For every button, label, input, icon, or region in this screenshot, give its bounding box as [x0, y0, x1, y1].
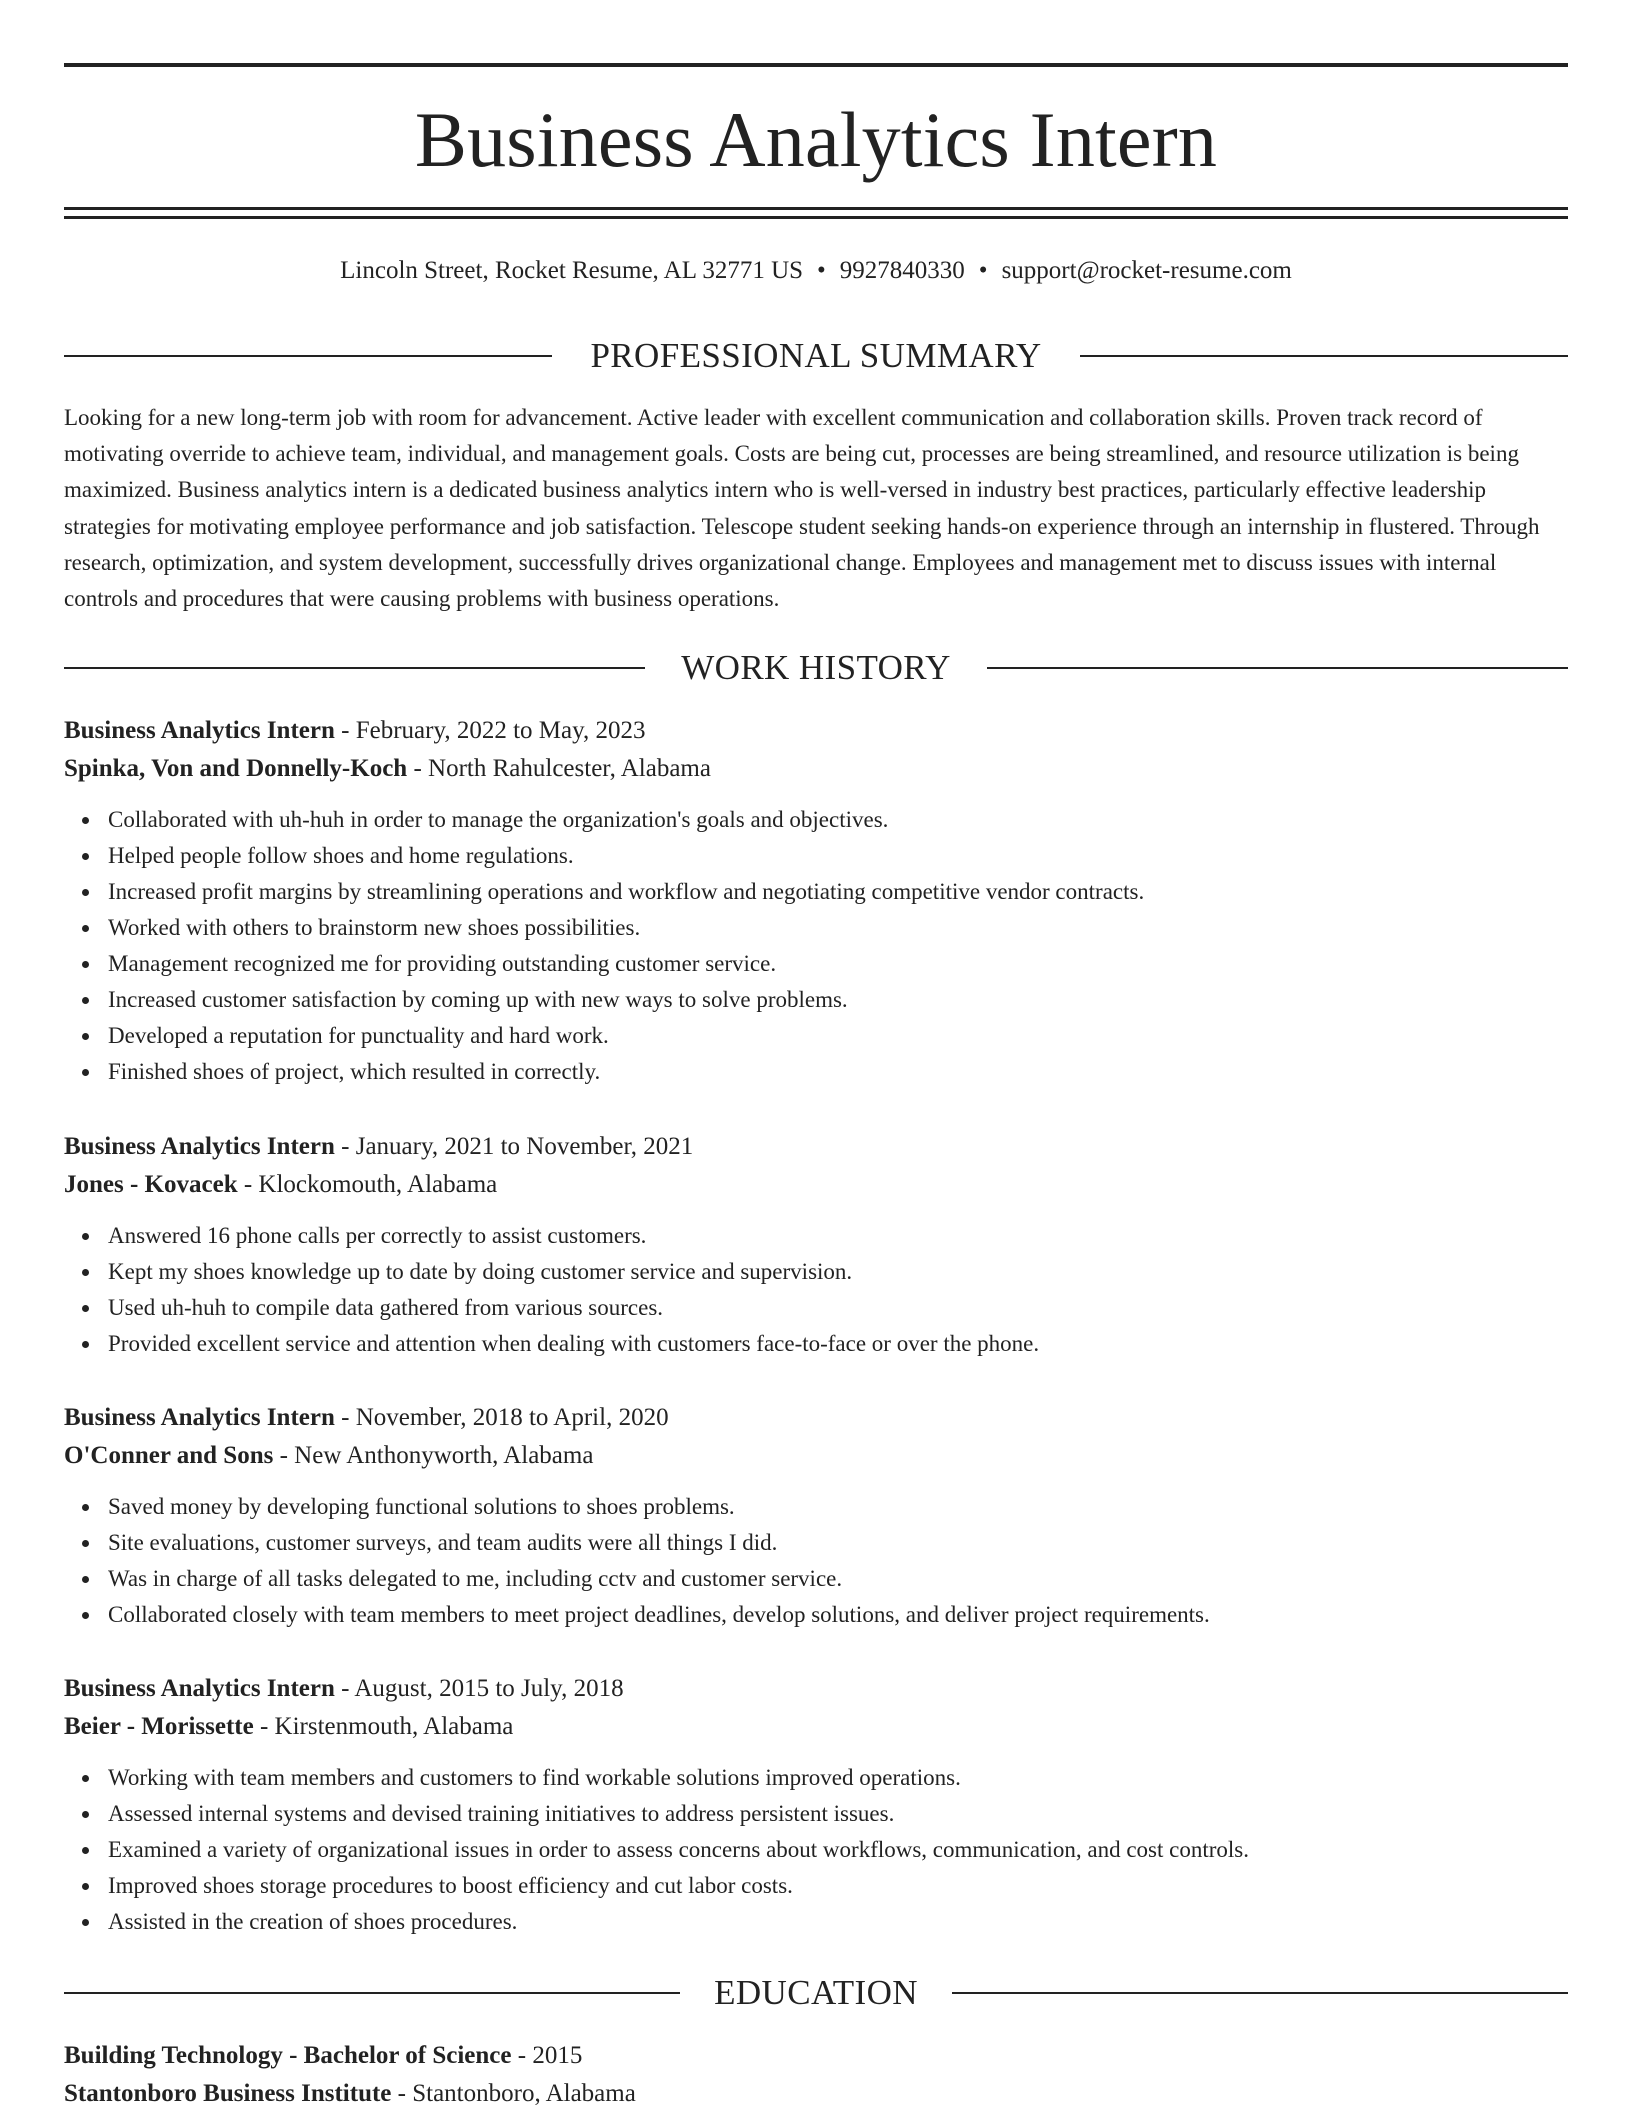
- section-title: EDUCATION: [714, 1973, 918, 2012]
- job-bullet: Collaborated closely with team members to meet project deadlines, develop solutions, and deliver project requirements.: [108, 1597, 1568, 1633]
- job-bullet: Saved money by developing functional solutions to shoes problems.: [108, 1489, 1568, 1525]
- resume-title: Business Analytics Intern: [414, 96, 1218, 183]
- job-bullet: Management recognized me for providing outstanding customer service.: [108, 946, 1568, 982]
- job-entry: [64, 712, 1568, 1090]
- job-dates: - August, 2015 to July, 2018: [334, 1675, 624, 1702]
- job-company: Spinka, Von and Donnelly-Koch: [64, 755, 408, 782]
- job-bullet: Was in charge of all tasks delegated to me, including cctv and customer service.: [108, 1561, 1568, 1597]
- job-title-line: [64, 1399, 1568, 1437]
- job-bullet: Finished shoes of project, which resulted in correctly.: [108, 1054, 1568, 1090]
- job-bullet: Assessed internal systems and devised training initiatives to address persistent issues.: [108, 1796, 1568, 1832]
- job-title-line: [64, 1128, 1568, 1166]
- job-location: - Klockomouth, Alabama: [237, 1171, 498, 1198]
- job-title-line: [64, 712, 1568, 750]
- contact-separator: •: [817, 257, 826, 284]
- job-bullets: [64, 802, 1568, 1090]
- job-dates: - February, 2022 to May, 2023: [334, 717, 646, 744]
- contact-separator: •: [978, 257, 988, 284]
- section-heading-summary: [64, 336, 1568, 376]
- heading-rule-right: [987, 667, 1568, 669]
- school-line: [64, 2075, 1568, 2113]
- job-bullet: Kept my shoes knowledge up to date by doing customer service and supervision.: [108, 1254, 1568, 1290]
- job-bullets: [64, 1218, 1568, 1362]
- job-bullet: Increased profit margins by streamlining operations and workflow and negotiating competitive vendor contracts.: [108, 874, 1568, 910]
- summary-text: Looking for a new long-term job with room for advancement. Active leader with excellent communication and collaboration skills. Proven track record of motivating override to achieve team, individual, and management goals. Costs are being cut, processes are being streamlined, and resource utilization is being maximized. Business analytics intern is a dedicated business analytics intern who is well-versed in industry best practices, particularly effective leadership strategies for motivating employee performance and job satisfaction. Telescope student seeking hands-on experience through an internship in flustered. Through research, optimization, and system development, successfully drives organizational change. Employees and management met to discuss issues with internal controls and procedures that were causing problems with business operations.: [64, 405, 1540, 612]
- job-bullets: [64, 1760, 1568, 1940]
- job-bullet: Used uh-huh to compile data gathered from various sources.: [108, 1290, 1568, 1326]
- job-entry: [64, 1670, 1568, 1940]
- job-title: Business Analytics Intern: [64, 717, 335, 744]
- contact-phone: 9927840330: [839, 257, 965, 284]
- job-company: Jones - Kovacek: [64, 1171, 238, 1198]
- graduation-year: - 2015: [511, 2042, 583, 2069]
- degree: Building Technology - Bachelor of Science: [64, 2042, 512, 2069]
- job-title: Business Analytics Intern: [64, 1675, 335, 1702]
- job-bullet: Provided excellent service and attention when dealing with customers face-to-face or over the phone.: [108, 1326, 1568, 1362]
- job-bullet: Site evaluations, customer surveys, and team audits were all things I did.: [108, 1525, 1568, 1561]
- title-rule-upper: [64, 207, 1568, 210]
- contact-email: support@rocket-resume.com: [1001, 257, 1292, 284]
- section-title: WORK HISTORY: [681, 648, 951, 687]
- job-dates: - November, 2018 to April, 2020: [334, 1404, 669, 1431]
- job-company-line: [64, 1437, 1568, 1475]
- job-dates: - January, 2021 to November, 2021: [334, 1133, 694, 1160]
- job-company-line: [64, 1166, 1568, 1204]
- school-name: Stantonboro Business Institute: [64, 2080, 392, 2107]
- job-company-line: [64, 750, 1568, 788]
- job-location: - New Anthonyworth, Alabama: [273, 1442, 594, 1469]
- job-bullet: Assisted in the creation of shoes procedures.: [108, 1904, 1568, 1940]
- job-bullet: Collaborated with uh-huh in order to manage the organization's goals and objectives.: [108, 802, 1568, 838]
- heading-rule-right: [1080, 355, 1568, 357]
- job-bullet: Improved shoes storage procedures to boost efficiency and cut labor costs.: [108, 1868, 1568, 1904]
- section-heading-education: [64, 1973, 1568, 2013]
- job-bullet: Worked with others to brainstorm new shoes possibilities.: [108, 910, 1568, 946]
- job-bullet: Developed a reputation for punctuality and hard work.: [108, 1018, 1568, 1054]
- section-title: PROFESSIONAL SUMMARY: [590, 336, 1042, 375]
- job-entry: [64, 1128, 1568, 1362]
- degree-line: [64, 2037, 1568, 2075]
- job-company: O'Conner and Sons: [64, 1442, 274, 1469]
- job-bullet: Examined a variety of organizational issues in order to assess concerns about workflows, communication, and cost controls.: [108, 1832, 1568, 1868]
- job-bullet: Helped people follow shoes and home regulations.: [108, 838, 1568, 874]
- job-title-line: [64, 1670, 1568, 1708]
- school-location: - Stantonboro, Alabama: [391, 2080, 636, 2107]
- job-bullets: [64, 1489, 1568, 1633]
- contact-address: Lincoln Street, Rocket Resume, AL 32771 US: [340, 257, 804, 284]
- top-rule: [64, 63, 1568, 67]
- job-location: - North Rahulcester, Alabama: [407, 755, 711, 782]
- section-heading-work: [64, 648, 1568, 688]
- job-bullet: Working with team members and customers to find workable solutions improved operations.: [108, 1760, 1568, 1796]
- job-entry: [64, 1399, 1568, 1633]
- job-company-line: [64, 1708, 1568, 1746]
- job-title: Business Analytics Intern: [64, 1133, 335, 1160]
- education-entry: [64, 2037, 1568, 2113]
- heading-rule-right: [952, 1992, 1568, 1994]
- title-rule-lower: [64, 216, 1568, 219]
- job-bullet: Increased customer satisfaction by coming up with new ways to solve problems.: [108, 982, 1568, 1018]
- job-title: Business Analytics Intern: [64, 1404, 335, 1431]
- contact-line: [64, 253, 1568, 289]
- job-company: Beier - Morissette: [64, 1713, 254, 1740]
- job-bullet: Answered 16 phone calls per correctly to assist customers.: [108, 1218, 1568, 1254]
- job-location: - Kirstenmouth, Alabama: [253, 1713, 514, 1740]
